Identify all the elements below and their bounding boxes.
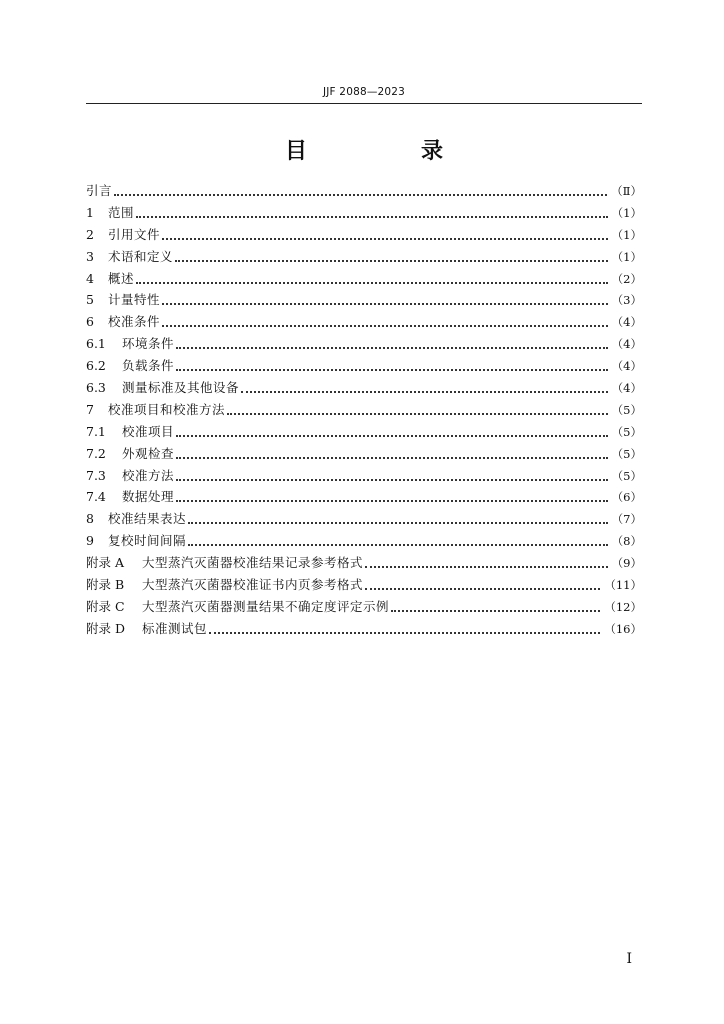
toc-entry-title: 引言: [86, 183, 113, 198]
toc-entry-title: 引用文件: [108, 226, 161, 242]
toc-leader-dots: [176, 369, 608, 371]
toc-entry[interactable]: [86, 553, 642, 575]
toc-entry-page: （2）: [611, 271, 642, 286]
toc-entry-number: 2: [86, 226, 94, 242]
toc-entry-title: 校准结果表达: [108, 511, 187, 527]
toc-leader-dots: [209, 632, 600, 634]
toc-entry[interactable]: [86, 334, 642, 356]
toc-leader-dots: [391, 610, 600, 612]
toc-entry-number: 3: [86, 248, 94, 264]
toc-entry-title: 术语和定义: [108, 248, 174, 264]
page-number: Ⅰ: [626, 951, 632, 967]
toc-entry[interactable]: [86, 575, 642, 597]
toc-entry-number: 附录 D: [86, 620, 125, 636]
toc-entry-title: 校准方法: [122, 467, 175, 483]
toc-entry-page: （4）: [611, 315, 642, 330]
toc-entry[interactable]: [86, 466, 642, 488]
toc-entry-number: 6.3: [86, 380, 106, 396]
toc-entry-page: （7）: [611, 512, 642, 527]
toc-entry-page: （Ⅱ）: [611, 184, 642, 198]
toc-entry[interactable]: [86, 509, 642, 531]
toc-leader-dots: [162, 325, 608, 327]
toc-entry-number: 附录 A: [86, 555, 125, 571]
toc-leader-dots: [176, 347, 608, 349]
toc-entry-number: 7.3: [86, 467, 106, 483]
toc-entry-page: （12）: [604, 599, 642, 614]
toc-entry-page: （16）: [604, 621, 642, 636]
toc-entry-number: 附录 B: [86, 577, 125, 593]
toc-leader-dots: [136, 216, 608, 218]
toc-entry-number: 6.1: [86, 336, 106, 352]
toc-entry-title: 范围: [108, 204, 135, 220]
toc-entry[interactable]: [86, 356, 642, 378]
toc-entry-number: 附录 C: [86, 598, 125, 614]
toc-entry-title: 负载条件: [122, 358, 175, 374]
toc-entry-title: 校准条件: [108, 314, 161, 330]
toc-entry-number: 7.2: [86, 445, 106, 461]
toc-entry-number: 6: [86, 314, 94, 330]
toc-entry-title: 概述: [108, 270, 135, 286]
toc-entry-title: 校准项目: [122, 423, 175, 439]
toc-leader-dots: [188, 544, 608, 546]
toc-entry-page: （5）: [611, 446, 642, 461]
toc-entry[interactable]: [86, 247, 642, 269]
toc-leader-dots: [241, 391, 608, 393]
toc-entry[interactable]: [86, 269, 642, 291]
toc-entry-title: 测量标准及其他设备: [122, 380, 240, 396]
toc-leader-dots: [176, 479, 608, 481]
toc-entry-page: （11）: [604, 578, 642, 593]
toc-entry-title: 大型蒸汽灭菌器校准结果记录参考格式: [142, 555, 364, 571]
toc-leader-dots: [365, 588, 600, 590]
toc-leader-dots: [162, 303, 608, 305]
toc-entry-number: 6.2: [86, 358, 106, 374]
toc-entry[interactable]: [86, 487, 642, 509]
toc-entry-page: （6）: [611, 490, 642, 505]
toc-entry-number: 9: [86, 533, 94, 549]
toc-entry-title: 数据处理: [122, 489, 175, 505]
toc-entry-number: 7.4: [86, 489, 106, 505]
toc-entry-title: 环境条件: [122, 336, 175, 352]
toc-leader-dots: [162, 238, 608, 240]
toc-entry-title: 复校时间间隔: [108, 533, 187, 549]
toc-leader-dots: [176, 435, 608, 437]
toc-entry-title: 外观检查: [122, 445, 175, 461]
toc-entry-number: 7: [86, 401, 94, 417]
toc-entry-title: 校准项目和校准方法: [108, 401, 226, 417]
toc-entry-number: 5: [86, 292, 94, 308]
header-divider: [86, 103, 642, 104]
toc-entry[interactable]: [86, 531, 642, 553]
toc-entry-number: 8: [86, 511, 94, 527]
toc-entry[interactable]: [86, 597, 642, 619]
toc-entry-page: （9）: [611, 556, 642, 571]
toc-leader-dots: [365, 566, 608, 568]
toc-entry[interactable]: [86, 312, 642, 334]
toc-entry-title: 大型蒸汽灭菌器测量结果不确定度评定示例: [142, 598, 390, 614]
toc-entry-page: （5）: [611, 468, 642, 483]
toc-entry-number: 4: [86, 270, 94, 286]
toc-entry-page: （4）: [611, 337, 642, 352]
toc-entry-page: （5）: [611, 424, 642, 439]
toc-title: 目 录: [284, 139, 489, 164]
toc-leader-dots: [175, 260, 608, 262]
toc-entry[interactable]: [86, 422, 642, 444]
toc-entry[interactable]: [86, 444, 642, 466]
toc-entry-title: 计量特性: [108, 292, 161, 308]
toc-leader-dots: [176, 457, 608, 459]
toc-entry[interactable]: [86, 619, 642, 641]
toc-entry-page: （5）: [611, 402, 642, 417]
toc-leader-dots: [176, 500, 608, 502]
toc-entry[interactable]: [86, 225, 642, 247]
toc-entry[interactable]: [86, 378, 642, 400]
toc-entry-title: 标准测试包: [142, 620, 208, 636]
toc-leader-dots: [188, 522, 608, 524]
toc-entry-page: （3）: [611, 293, 642, 308]
toc-entry-page: （1）: [611, 227, 642, 242]
toc-entry-page: （1）: [611, 205, 642, 220]
toc-entry-page: （4）: [611, 359, 642, 374]
toc-entry-page: （1）: [611, 249, 642, 264]
toc-entry[interactable]: [86, 290, 642, 312]
table-of-contents: [86, 181, 642, 641]
toc-entry-number: 7.1: [86, 423, 106, 439]
toc-entry-page: （4）: [611, 381, 642, 396]
toc-entry-number: 1: [86, 204, 94, 220]
toc-entry[interactable]: [86, 203, 642, 225]
toc-leader-dots: [114, 194, 607, 196]
toc-entry-title: 大型蒸汽灭菌器校准证书内页参考格式: [142, 577, 364, 593]
standard-code-header: JJF 2088—2023: [322, 86, 406, 98]
toc-entry-page: （8）: [611, 534, 642, 549]
toc-leader-dots: [227, 413, 608, 415]
toc-entry[interactable]: [86, 400, 642, 422]
toc-entry[interactable]: [86, 181, 642, 203]
toc-leader-dots: [136, 282, 608, 284]
